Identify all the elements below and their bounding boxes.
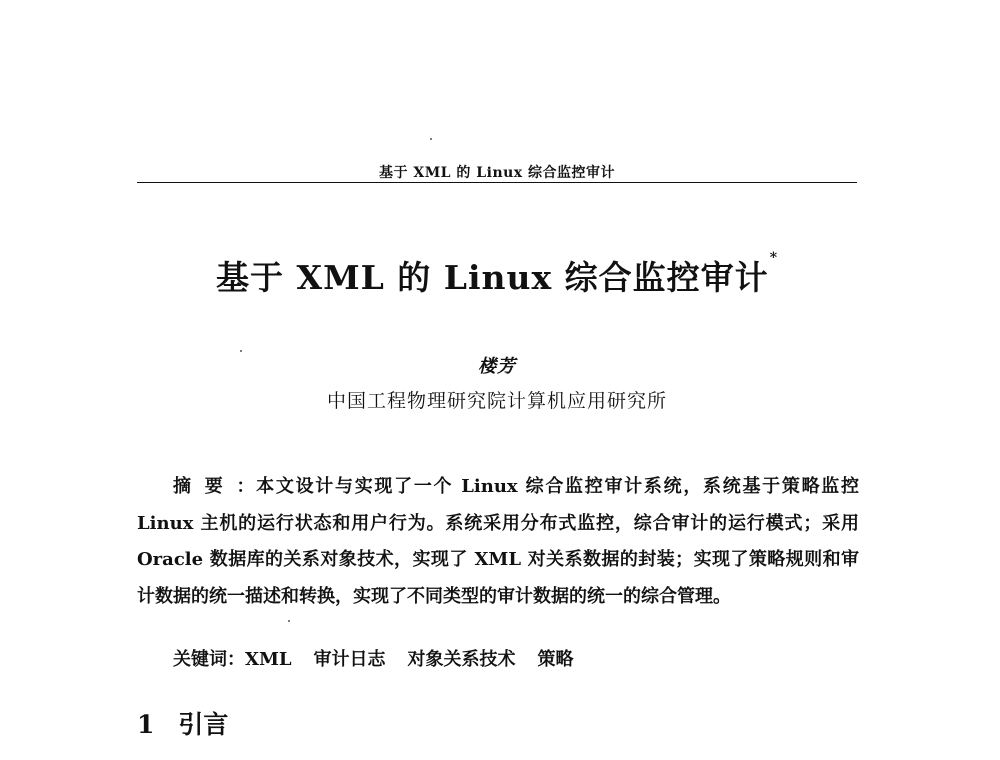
title-footnote-mark: * bbox=[769, 250, 779, 266]
section-heading bbox=[137, 705, 228, 741]
keyword: 审计日志 bbox=[313, 649, 386, 670]
abstract-text: 本文设计与实现了一个 Linux 综合监控审计系统，系统基于策略监控 Linux 主机的运行状态和用户行为。系统采用分布式监控，综合审计的运行模式；采用 Oracle 数据库的关系对象技术，实现了 XML 对关系数据的封装；实现了策略规则和审计数据的统一描述和转换，实现了不同类型的审计数据的统一的综合管理。 bbox=[137, 476, 860, 607]
abstract-separator: ： bbox=[236, 476, 257, 497]
paper-title bbox=[137, 252, 857, 299]
keywords-label: 关键词： bbox=[173, 649, 245, 670]
keyword: XML bbox=[245, 649, 292, 670]
keyword: 策略 bbox=[537, 649, 574, 670]
abstract bbox=[137, 469, 859, 615]
author-affiliation: 中国工程物理研究院计算机应用研究所 bbox=[326, 390, 667, 412]
keyword: 对象关系技术 bbox=[407, 649, 516, 670]
author-name: 楼芳 bbox=[478, 356, 516, 377]
paper-title-text: 基于 XML 的 Linux 综合监控审计 bbox=[215, 258, 769, 297]
section-number: 1 bbox=[137, 710, 155, 739]
keywords bbox=[173, 645, 859, 671]
header-rule bbox=[137, 182, 857, 183]
section-title: 引言 bbox=[178, 710, 229, 739]
scan-speck bbox=[288, 620, 290, 622]
running-header: 基于 XML 的 Linux 综合监控审计 bbox=[378, 165, 616, 181]
abstract-label: 摘要 bbox=[173, 476, 237, 497]
scan-speck bbox=[430, 138, 432, 140]
